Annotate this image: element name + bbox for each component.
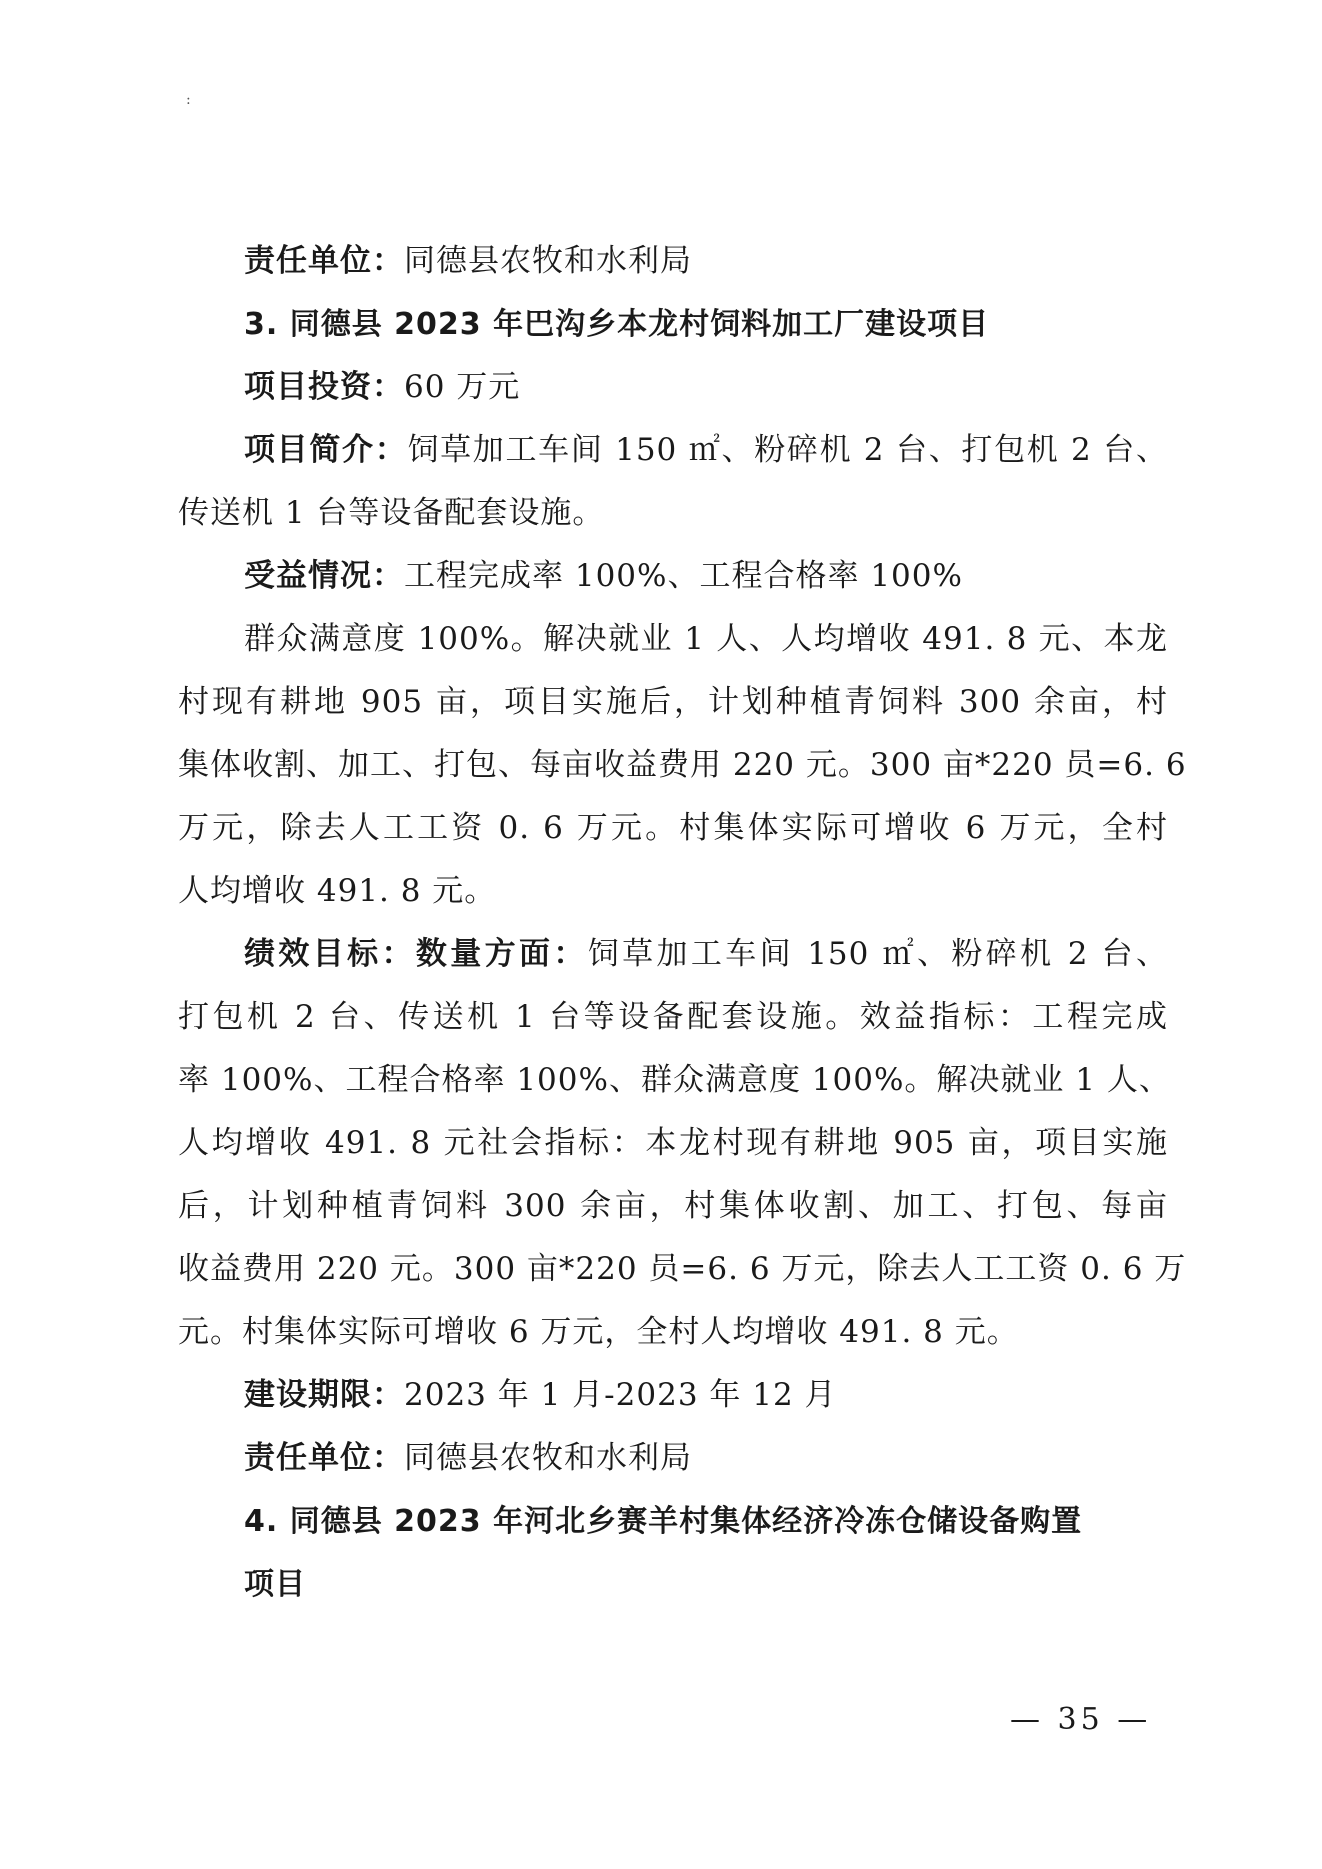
- goal-text-1: 饲草加工车间 150 ㎡、粉碎机 2 台、: [587, 936, 1169, 972]
- period-value: 2023 年 1 月-2023 年 12 月: [404, 1377, 837, 1413]
- document-body: [178, 230, 1187, 1616]
- goal-line-2: 打包机 2 台、传送机 1 台等设备配套设施。效益指标：工程完成: [178, 999, 1168, 1035]
- goal-line-5: 后，计划种植青饲料 300 余亩，村集体收割、加工、打包、每亩: [178, 1188, 1168, 1224]
- benefit-line-1: [178, 545, 1168, 608]
- period-label: 建设期限：: [244, 1377, 404, 1413]
- investment-label: 项目投资：: [244, 369, 404, 405]
- responsible-unit-value: 同德县农牧和水利局: [404, 243, 692, 279]
- benefit-text-1: 工程完成率 100%、工程合格率 100%: [404, 558, 963, 594]
- responsible-unit-line: [178, 230, 1168, 293]
- goal-line-6: 收益费用 220 元。300 亩*220 员=6. 6 万元，除去人工工资 0. 6 万: [178, 1251, 1187, 1287]
- responsible-unit-label: 责任单位：: [244, 243, 404, 279]
- benefit-line-4: 集体收割、加工、打包、每亩收益费用 220 元。300 亩*220 员=6. 6: [178, 747, 1187, 783]
- responsible-unit-label-2: 责任单位：: [244, 1440, 404, 1476]
- goal-line-1: [178, 923, 1168, 986]
- goal-label: 绩效目标：: [244, 936, 416, 972]
- intro-line-1: [178, 419, 1168, 482]
- goal-line-4: 人均增收 491. 8 元社会指标：本龙村现有耕地 905 亩，项目实施: [178, 1125, 1168, 1161]
- scan-speck: :: [186, 92, 191, 108]
- investment-value: 60 万元: [404, 369, 521, 405]
- benefit-line-2: 群众满意度 100%。解决就业 1 人、人均增收 491. 8 元、本龙: [244, 621, 1168, 657]
- project-4-heading-line-2: 项目: [244, 1567, 306, 1602]
- project-4-heading-line-1: 4. 同德县 2023 年河北乡赛羊村集体经济冷冻仓储设备购置: [244, 1504, 1083, 1539]
- period-line: [178, 1364, 1168, 1427]
- intro-text-1: 饲草加工车间 150 ㎡、粉碎机 2 台、打包机 2 台、: [407, 432, 1168, 468]
- goal-line-3: 率 100%、工程合格率 100%、群众满意度 100%。解决就业 1 人、: [178, 1062, 1171, 1098]
- goal-sublabel: 数量方面：: [415, 936, 588, 972]
- goal-line-7: 元。村集体实际可增收 6 万元，全村人均增收 491. 8 元。: [178, 1314, 1019, 1350]
- intro-line-2: 传送机 1 台等设备配套设施。: [178, 495, 605, 531]
- project-3-heading: 3. 同德县 2023 年巴沟乡本龙村饲料加工厂建设项目: [244, 307, 990, 342]
- investment-line: [178, 356, 1168, 419]
- responsible-unit-value-2: 同德县农牧和水利局: [404, 1440, 692, 1476]
- benefit-line-6: 人均增收 491. 8 元。: [178, 873, 497, 909]
- page-number: — 35 —: [1010, 1702, 1152, 1737]
- benefit-label: 受益情况：: [244, 558, 404, 594]
- responsible-unit-line-2: [178, 1427, 1168, 1490]
- benefit-line-3: 村现有耕地 905 亩，项目实施后，计划种植青饲料 300 余亩，村: [178, 684, 1168, 720]
- intro-label: 项目简介：: [244, 432, 408, 468]
- benefit-line-5: 万元，除去人工工资 0. 6 万元。村集体实际可增收 6 万元，全村: [178, 810, 1168, 846]
